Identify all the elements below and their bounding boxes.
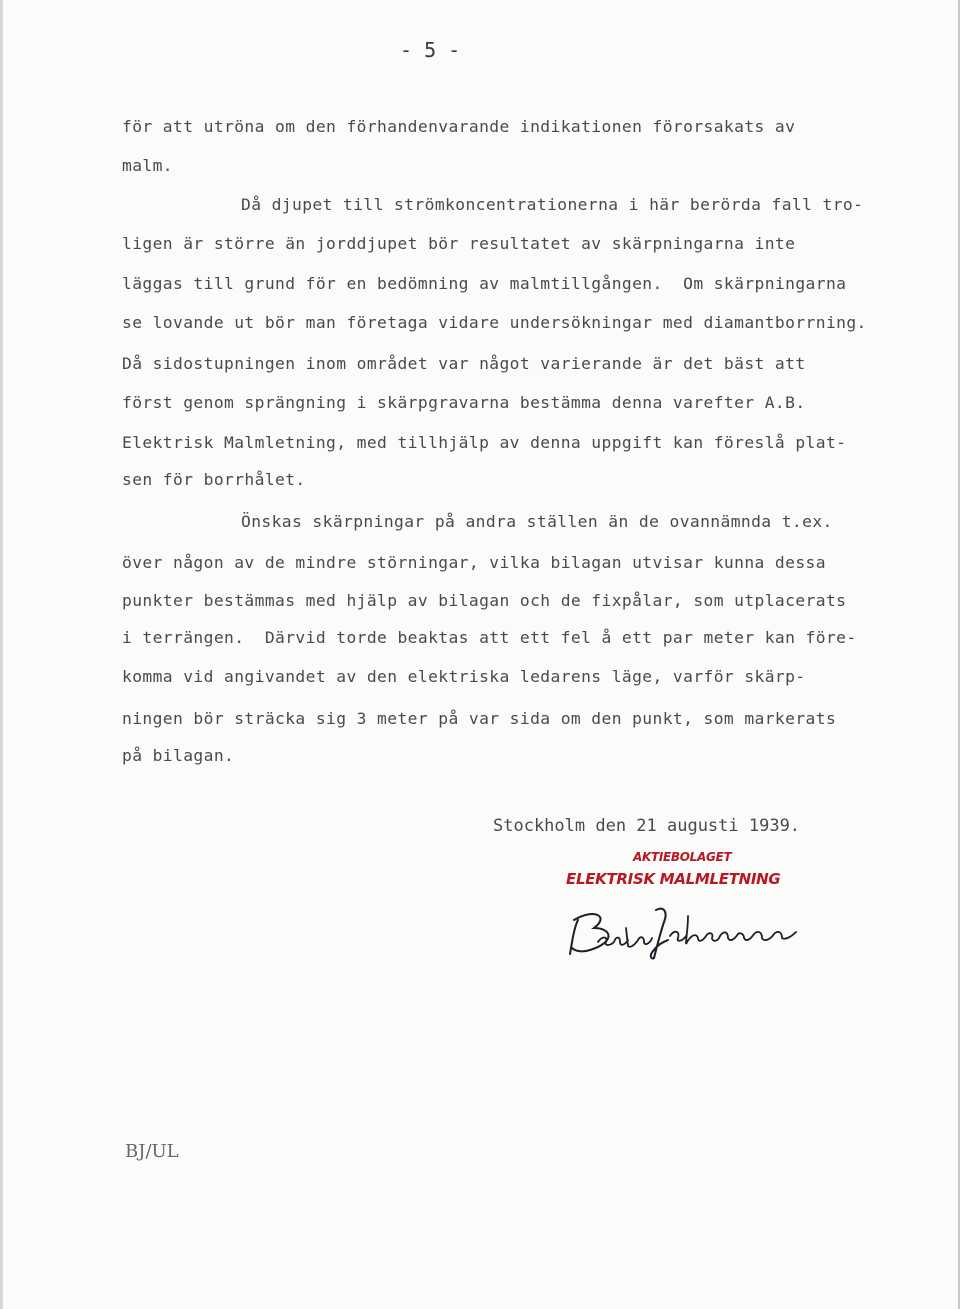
page-number: - 5 - [400, 38, 461, 62]
company-stamp-line1: AKTIEBOLAGET [633, 850, 732, 864]
page-edge-left [0, 0, 3, 1309]
body-line: se lovande ut bör man företaga vidare undersökningar med diamantborrning. [122, 313, 867, 332]
body-line: på bilagan. [122, 746, 235, 765]
body-line: först genom sprängning i skärpgravarna bestämma denna varefter A.B. [122, 393, 806, 412]
body-line: för att utröna om den förhandenvarande indikationen förorsakats av [122, 117, 796, 136]
body-line: komma vid angivandet av den elektriska ledarens läge, varför skärp- [122, 667, 806, 686]
body-line: Önskas skärpningar på andra ställen än de ovannämnda t.ex. [241, 512, 833, 531]
body-line: malm. [122, 156, 174, 175]
company-stamp-line2: ELEKTRISK MALMLETNING [566, 870, 781, 888]
body-line: ligen är större än jorddjupet bör resultatet av skärpningarna inte [122, 234, 796, 253]
body-line: läggas till grund för en bedömning av malmtillgången. Om skärpningarna [122, 274, 847, 293]
body-line: punkter bestämmas med hjälp av bilagan och de fixpålar, som utplacerats [122, 591, 847, 610]
body-line: över någon av de mindre störningar, vilka bilagan utvisar kunna dessa [122, 553, 826, 572]
initials: BJ/UL [125, 1141, 179, 1162]
body-line: Elektrisk Malmletning, med tillhjälp av denna uppgift kan föreslå plat- [122, 433, 847, 452]
body-line: i terrängen. Därvid torde beaktas att ett fel å ett par meter kan före- [122, 628, 857, 647]
body-line: ningen bör sträcka sig 3 meter på var sida om den punkt, som markerats [122, 709, 837, 728]
signature [560, 898, 800, 960]
body-line: Då sidostupningen inom området var något varierande är det bäst att [122, 354, 806, 373]
body-line: Då djupet till strömkoncentrationerna i här berörda fall tro- [241, 195, 864, 214]
place-date-line: Stockholm den 21 augusti 1939. [493, 816, 801, 836]
body-line: sen för borrhålet. [122, 470, 306, 489]
